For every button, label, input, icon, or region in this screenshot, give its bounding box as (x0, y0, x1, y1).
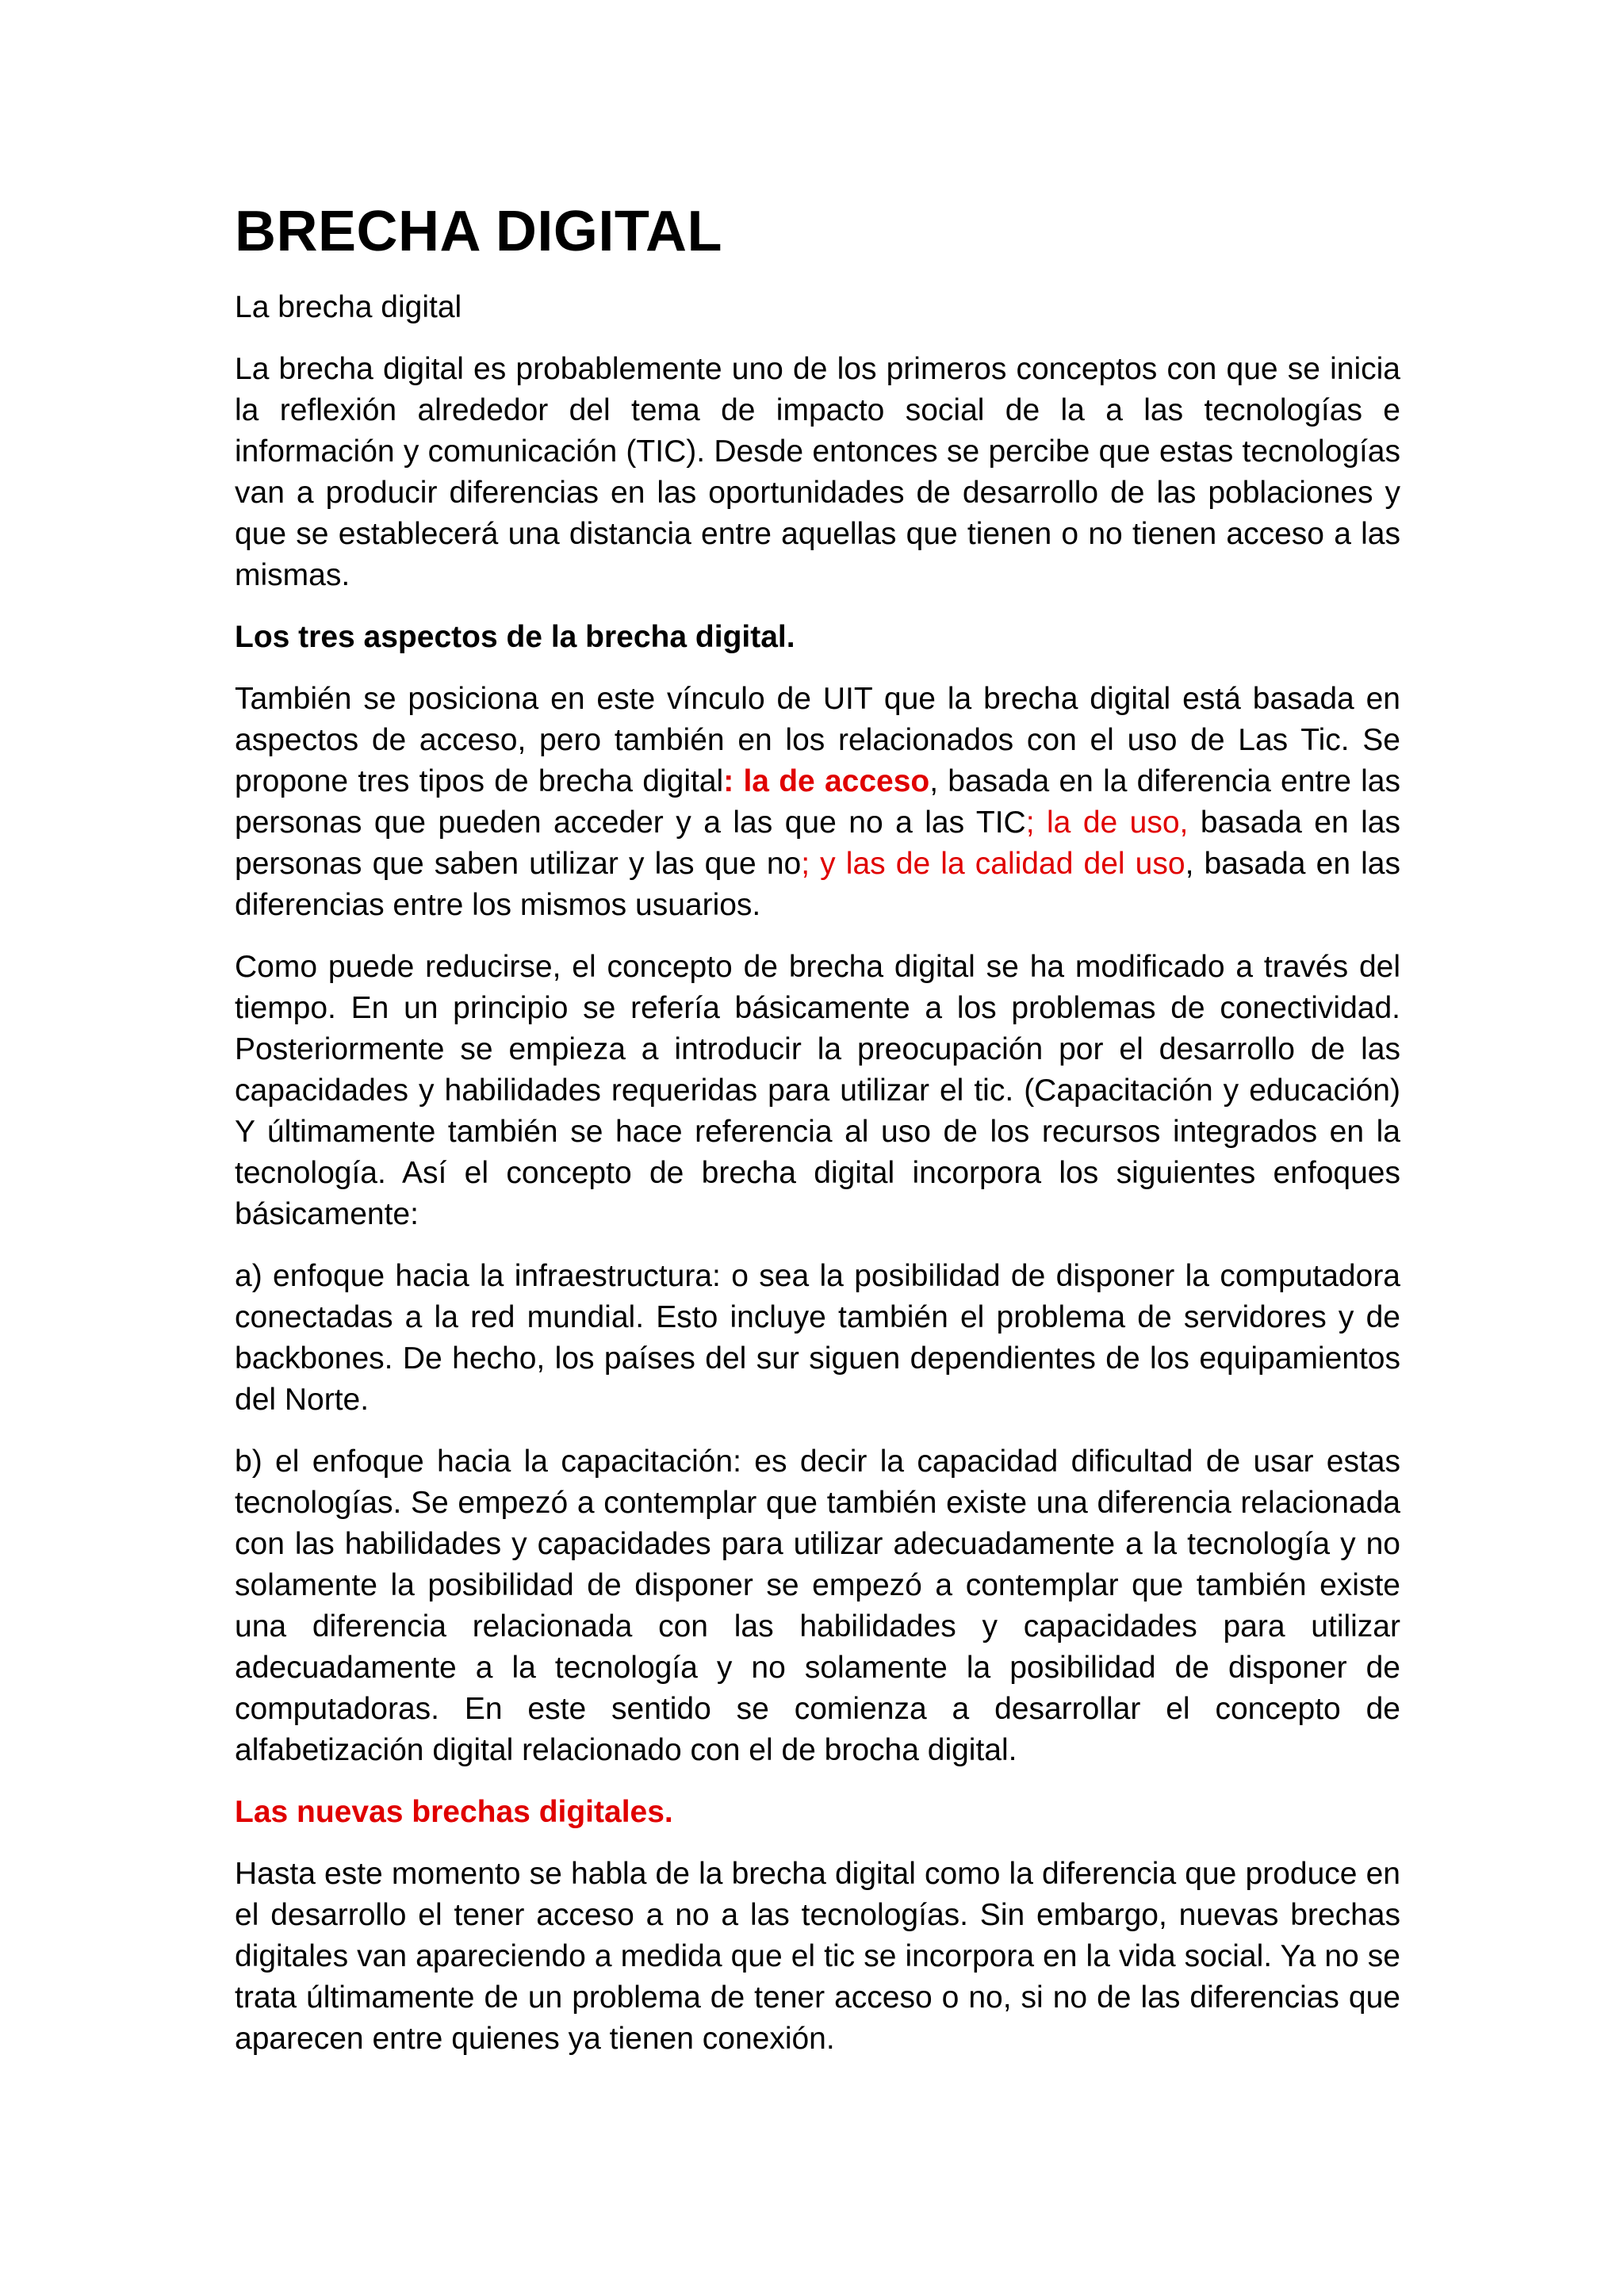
aspects-heading: Los tres aspectos de la brecha digital. (235, 620, 795, 654)
aspects-access-highlight: : la de acceso (723, 764, 930, 798)
reduce-paragraph: Como puede reducirse, el concepto de brecha digital se ha modificado a través del tiempo. En un principio se refería básicamente a los problemas de conectividad. Posteriormente se empieza a introducir la preocupación por el desarrollo de las capacidades y habilidades requeridas para utilizar el tic. (Capacitación y educación) Y últimamente también se hace referencia al uso de los recursos integrados en la tecnología. Así el concepto de brecha digital incorpora los siguientes enfoques básicamente: (235, 950, 1400, 1231)
item-a-paragraph: a) enfoque hacia la infraestructura: o sea la posibilidad de disponer la computadora conectadas a la red mundial. Esto incluye también el problema de servidores y de backbones. De hecho, los países del sur siguen dependientes de los equipamientos del Norte. (235, 1259, 1400, 1417)
aspects-text-2: , basada en la diferencia entre las personas que pueden acceder y a las que no a las TIC (235, 764, 1400, 840)
aspects-paragraph (235, 679, 1400, 926)
page-title: BRECHA DIGITAL (235, 200, 722, 263)
aspects-text-3: basada en las personas que saben utilizar y las que no (235, 806, 1400, 881)
aspects-text-4: , basada en las diferencias entre los mismos usuarios. (235, 847, 1400, 922)
intro-paragraph: La brecha digital es probablemente uno de los primeros conceptos con que se inicia la reflexión alrededor del tema de impacto social de la a las tecnologías e información y comunicación (TIC). Desde entonces se percibe que estas tecnologías van a producir diferencias en las oportunidades de desarrollo de las poblaciones y que se establecerá una distancia entre aquellas que tienen o no tienen acceso a las mismas. (235, 352, 1400, 592)
aspects-use-highlight: ; la de uso, (1025, 806, 1189, 840)
document-page (235, 198, 1400, 2080)
subtitle: La brecha digital (235, 290, 462, 324)
new-gaps-heading: Las nuevas brechas digitales. (235, 1795, 673, 1829)
item-b-paragraph: b) el enfoque hacia la capacitación: es decir la capacidad dificultad de usar estas tecnologías. Se empezó a contemplar que también existe una diferencia relacionada con las habilidades y capacidades para utilizar adecuadamente a la tecnología y no solamente la posibilidad de disponer se empezó a contemplar que también existe una diferencia relacionada con las habilidades y capacidades para utilizar adecuadamente a la tecnología y no solamente la posibilidad de disponer de computadoras. En este sentido se comienza a desarrollar el concepto de alfabetización digital relacionado con el de brocha digital. (235, 1445, 1400, 1767)
new-gaps-paragraph: Hasta este momento se habla de la brecha digital como la diferencia que produce en el desarrollo el tener acceso a no a las tecnologías. Sin embargo, nuevas brechas digitales van apareciendo a medida que el tic se incorpora en la vida social. Ya no se trata últimamente de un problema de tener acceso o no, si no de las diferencias que aparecen entre quienes ya tienen conexión. (235, 1857, 1400, 2056)
aspects-quality-highlight: ; y las de la calidad del uso (801, 847, 1185, 881)
aspects-text-1: También se posiciona en este vínculo de UIT que la brecha digital está basada en aspectos de acceso, pero también en los relacionados con el uso de Las Tic. Se propone tres tipos de brecha digital (235, 682, 1400, 798)
